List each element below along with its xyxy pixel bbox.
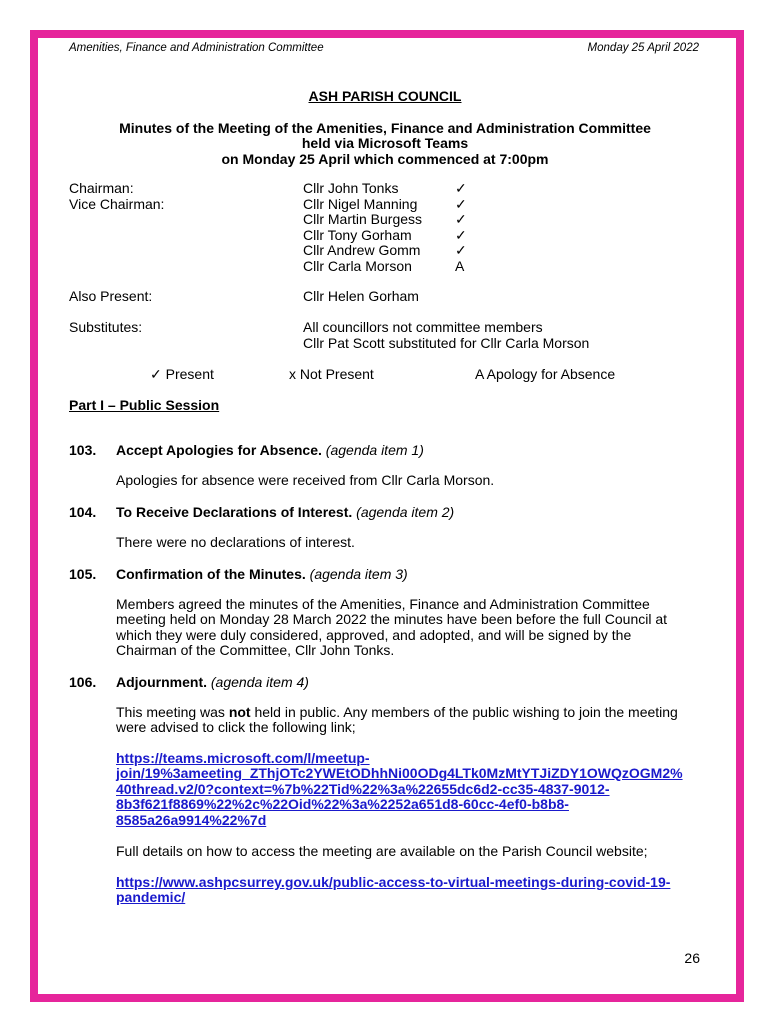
part-heading: Part I – Public Session — [69, 397, 220, 413]
teams-link-line[interactable]: 40thread.v2/0?context=%7b%22Tid%22%3a%22655dc6d2-cc35-4837-9012- — [116, 781, 610, 797]
teams-link-line[interactable]: 8585a26a9914%22%7d — [116, 812, 267, 828]
role-chairman: Chairman: — [69, 180, 134, 196]
teams-link-line[interactable]: https://teams.microsoft.com/l/meetup- — [116, 750, 370, 766]
attendance-mark: ✓ — [455, 196, 467, 212]
item-title: Accept Apologies for Absence. — [116, 442, 322, 458]
attendance-mark: ✓ — [455, 211, 467, 227]
legend-apology: A Apology for Absence — [475, 366, 616, 382]
page-number: 26 — [684, 950, 700, 966]
header-date: Monday 25 April 2022 — [587, 42, 699, 54]
item-number: 106. — [69, 674, 97, 690]
page-title: ASH PARISH COUNCIL — [308, 88, 462, 104]
also-present-label: Also Present: — [69, 288, 153, 304]
item-heading-105 — [116, 566, 408, 582]
header-committee: Amenities, Finance and Administration Committee — [69, 42, 324, 54]
text-run: This meeting was — [116, 704, 229, 720]
item-heading-104 — [116, 504, 454, 520]
member-name: Cllr John Tonks — [303, 180, 399, 196]
legend-present: ✓ Present — [150, 366, 214, 382]
item-title: To Receive Declarations of Interest. — [116, 504, 353, 520]
attendance-mark: ✓ — [455, 227, 467, 243]
text-run: held in public. Any members of the public wishing to join the meeting — [250, 704, 678, 720]
subtitle-line-1: Minutes of the Meeting of the Amenities, Finance and Administration Committee — [119, 120, 651, 136]
legend-not-present: x Not Present — [289, 366, 374, 382]
item-text-line: Chairman of the Committee, Cllr John Tonks. — [116, 642, 395, 658]
item-title: Confirmation of the Minutes. — [116, 566, 306, 582]
attendance-mark: ✓ — [455, 180, 467, 196]
subtitle-line-2: held via Microsoft Teams — [301, 135, 469, 151]
item-text: Apologies for absence were received from Cllr Carla Morson. — [116, 472, 495, 488]
member-name: Cllr Nigel Manning — [303, 196, 418, 212]
item-text-line: Full details on how to access the meeting are available on the Parish Council website; — [116, 843, 648, 859]
attendance-mark: ✓ — [455, 242, 467, 258]
agenda-ref: (agenda item 4) — [210, 674, 309, 690]
item-number: 104. — [69, 504, 97, 520]
subtitle-line-3: on Monday 25 April which commenced at 7:00pm — [221, 151, 549, 167]
substitutes-line: Cllr Pat Scott substituted for Cllr Carla Morson — [303, 335, 590, 351]
member-name: Cllr Carla Morson — [303, 258, 412, 274]
website-link-line[interactable]: pandemic/ — [116, 889, 186, 905]
item-text-line: which they were duly considered, approved, and adopted, and will be signed by the — [116, 627, 632, 643]
agenda-ref: (agenda item 2) — [356, 504, 455, 520]
item-heading-103 — [116, 442, 424, 458]
website-link-line[interactable]: https://www.ashpcsurrey.gov.uk/public-access-to-virtual-meetings-during-covid-19- — [116, 874, 671, 890]
item-text-line: meeting held on Monday 28 March 2022 the minutes have been before the full Council at — [116, 611, 668, 627]
agenda-ref: (agenda item 1) — [325, 442, 424, 458]
substitutes-line: All councillors not committee members — [303, 319, 543, 335]
item-number: 103. — [69, 442, 97, 458]
item-title: Adjournment. — [116, 674, 207, 690]
item-text: There were no declarations of interest. — [116, 534, 355, 550]
item-text-line: were advised to click the following link; — [116, 719, 356, 735]
member-name: Cllr Martin Burgess — [303, 211, 423, 227]
item-heading-106 — [116, 674, 309, 690]
item-number: 105. — [69, 566, 97, 582]
teams-link-line[interactable]: join/19%3ameeting_ZThjOTc2YWEtODhhNi00ODg4LTk0MzMtYTJiZDY1OWQzOGM2% — [116, 765, 683, 781]
agenda-ref: (agenda item 3) — [309, 566, 408, 582]
role-vice-chairman: Vice Chairman: — [69, 196, 165, 212]
emphasis-not: not — [228, 704, 251, 720]
attendance-mark: A — [455, 258, 465, 274]
item-text-line: Members agreed the minutes of the Amenities, Finance and Administration Committee — [116, 596, 650, 612]
teams-link-line[interactable]: 8b3f621f8869%22%2c%22Oid%22%3a%2252a651d8-60cc-4ef0-b8b8- — [116, 796, 569, 812]
member-name: Cllr Andrew Gomm — [303, 242, 421, 258]
also-present-value: Cllr Helen Gorham — [303, 288, 419, 304]
member-name: Cllr Tony Gorham — [303, 227, 412, 243]
substitutes-label: Substitutes: — [69, 319, 143, 335]
